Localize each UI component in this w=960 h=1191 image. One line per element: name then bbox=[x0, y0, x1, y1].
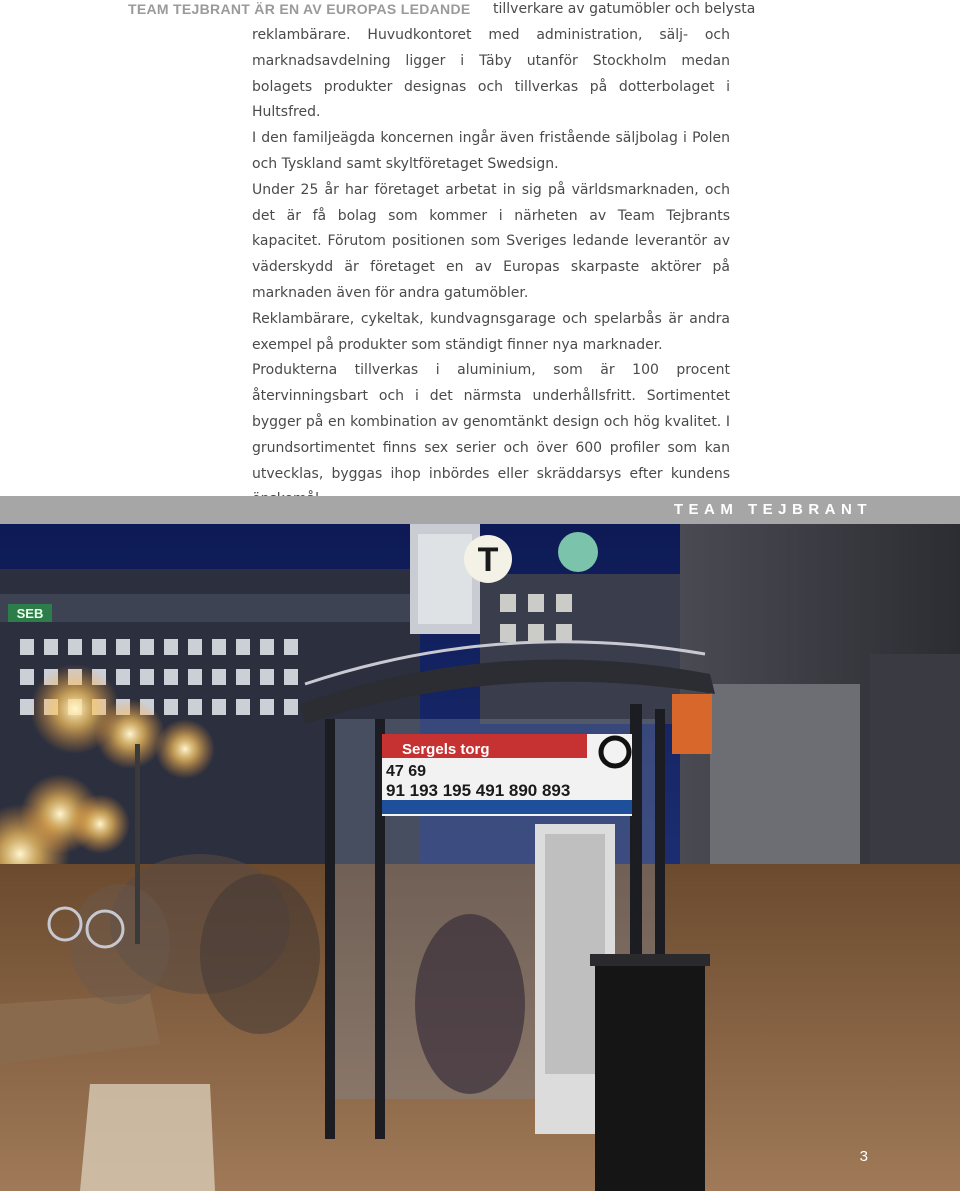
intro-lead-caps: TEAM TEJBRANT ÄR EN AV EUROPAS LEDANDE bbox=[128, 1, 471, 17]
paragraph-2: I den familjeägda koncernen ingår även fristående säljbolag i Polen och Tyskland samt skyltföretaget Swedsign. bbox=[252, 130, 730, 172]
paragraph-1: reklambärare. Huvudkontoret med administration, sälj- och marknadsavdelning ligger i Täby utanför Stockholm medan bolagets produkter designas och tillverkas på dotterbolaget i Hultsfred. bbox=[252, 27, 730, 121]
section-banner bbox=[0, 496, 960, 524]
paragraph-4: Reklambärare, cykeltak, kundvagnsgarage och spelarbås är andra exempel på produkter som ständigt finner nya marknader. bbox=[252, 310, 730, 353]
paragraph-3: Under 25 år har företaget arbetat in sig på världsmarknaden, och det är få bolag som kommer i närheten av Team Tejbrants kapacitet. Förutom positionen som Sveriges ledande leverantör av väderskydd är företaget en av Europas skarpaste aktörer på marknaden även för andra gatumöbler. bbox=[252, 181, 730, 301]
paragraph-5: Produkterna tillverkas i aluminium, som är 100 procent återvinningsbart och i det närmsta underhållsfritt. Sortimentet bygger på en kombination av genomtänkt design och hög kvalitet. I grundsortimentet finns sex serier och över 600 profiler som kan utvecklas, byggas ihop inbördes eller skräddarsys efter kundens bbox=[252, 362, 730, 482]
body-text bbox=[252, 23, 730, 513]
stop-name: Sergels torg bbox=[402, 741, 490, 758]
intro-lead-rest: tillverkare av gatumöbler och belysta bbox=[493, 1, 756, 17]
phone-number: 91 193 195 491 890 893 bbox=[386, 781, 571, 800]
street-photo bbox=[0, 524, 960, 1191]
transit-sign: T bbox=[477, 541, 499, 579]
page-number: 3 bbox=[859, 1148, 868, 1165]
banner-label: TEAM TEJBRANT bbox=[673, 501, 872, 518]
bank-sign: SEB bbox=[16, 606, 44, 621]
route-numbers: 47 69 bbox=[386, 763, 427, 780]
